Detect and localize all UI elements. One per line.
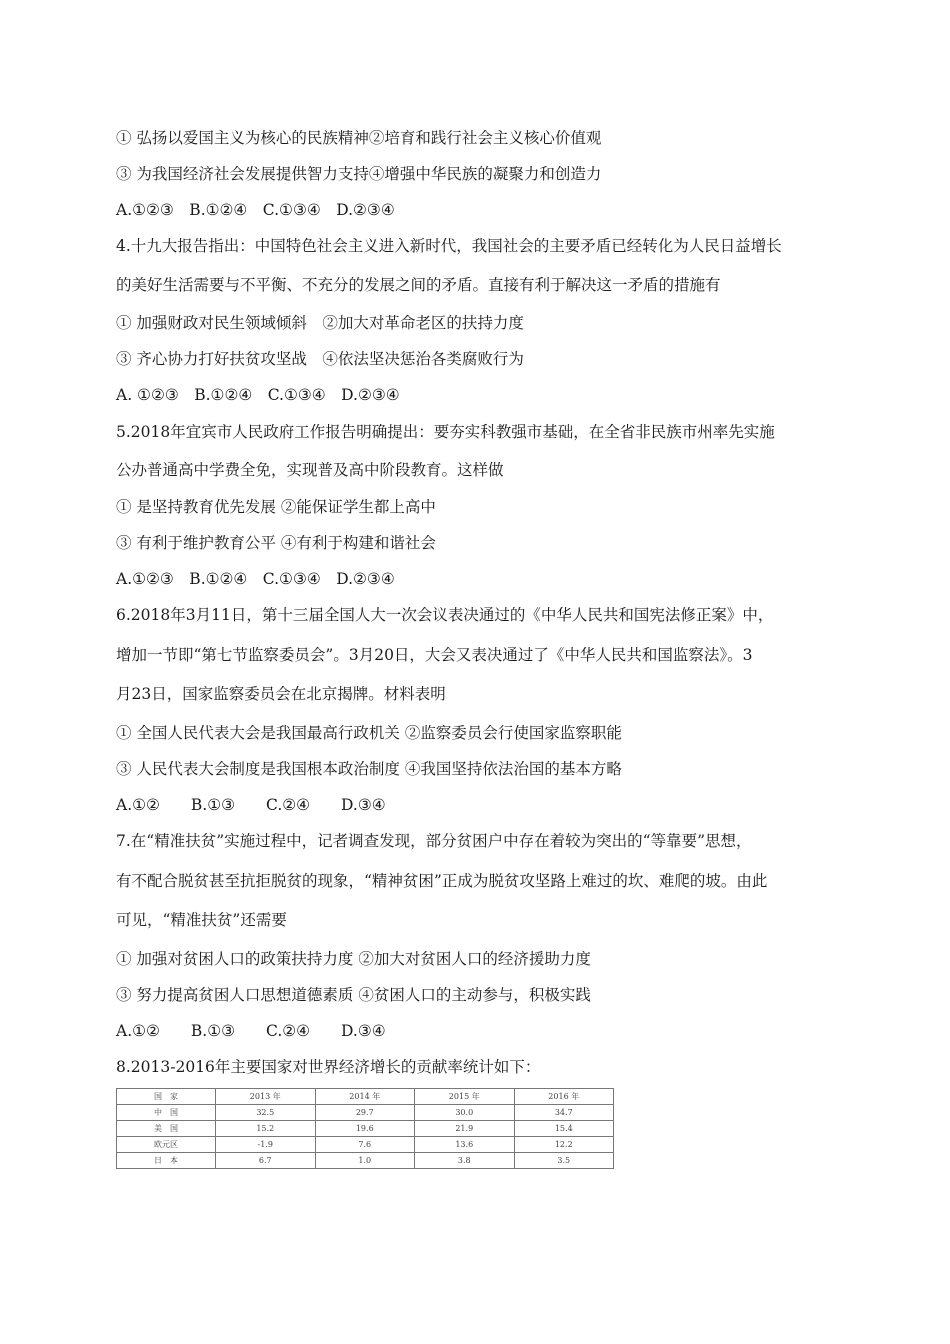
table-row — [117, 1153, 614, 1169]
question-5-text: 公办普通高中学费全免，实现普及高中阶段教育。这样做 — [116, 461, 504, 479]
header-cell: 2013 年 — [216, 1089, 316, 1105]
answer-choices: A.①② B.①③ C.②④ D.③④ — [116, 1022, 386, 1040]
question-6-text: 6.2018年3月11日，第十三届全国人大一次会议表决通过的《中华人民共和国宪法修正案》中， — [116, 606, 774, 624]
table-cell: 美 国 — [117, 1121, 216, 1137]
table-cell: 32.5 — [216, 1105, 316, 1121]
header-cell: 2014 年 — [315, 1089, 415, 1105]
table-cell: 日 本 — [117, 1153, 216, 1169]
table-cell: 15.4 — [514, 1121, 614, 1137]
table-cell: 30.0 — [415, 1105, 515, 1121]
option-line: ③ 齐心协力打好扶贫攻坚战 ④依法坚决惩治各类腐败行为 — [116, 350, 524, 368]
option-line: ③ 有利于维护教育公平 ④有利于构建和谐社会 — [116, 534, 436, 552]
question-7-text: 有不配合脱贫甚至抗拒脱贫的现象，“精神贫困”正成为脱贫攻坚路上难过的坎、难爬的坡。由此 — [116, 872, 768, 890]
question-4-text: 的美好生活需要与不平衡、不充分的发展之间的矛盾。直接有利于解决这一矛盾的措施有 — [116, 276, 721, 294]
question-7-text: 可见，“精准扶贫”还需要 — [116, 911, 287, 929]
table-header-row — [117, 1089, 614, 1105]
table-cell: -1.9 — [216, 1137, 316, 1153]
question-8-text: 8.2013-2016年主要国家对世界经济增长的贡献率统计如下： — [116, 1058, 541, 1076]
table-cell: 19.6 — [315, 1121, 415, 1137]
question-5-text: 5.2018年宜宾市人民政府工作报告明确提出：要夯实科教强市基础，在全省非民族市州率先实施 — [116, 423, 775, 441]
table-cell: 欧元区 — [117, 1137, 216, 1153]
table-cell: 12.2 — [514, 1137, 614, 1153]
answer-choices: A. ①②③ B.①②④ C.①③④ D.②③④ — [116, 386, 400, 404]
table-cell: 6.7 — [216, 1153, 316, 1169]
table-cell: 34.7 — [514, 1105, 614, 1121]
question-7-text: 7.在“精准扶贫”实施过程中，记者调查发现，部分贫困户中存在着较为突出的“等靠要”思想， — [116, 832, 752, 850]
table-cell: 13.6 — [415, 1137, 515, 1153]
header-cell: 国 家 — [117, 1089, 216, 1105]
table-cell: 3.8 — [415, 1153, 515, 1169]
option-line: ③ 人民代表大会制度是我国根本政治制度 ④我国坚持依法治国的基本方略 — [116, 760, 622, 778]
table-cell: 中 国 — [117, 1105, 216, 1121]
option-line: ① 弘扬以爱国主义为核心的民族精神②培育和践行社会主义核心价值观 — [116, 129, 602, 147]
table-cell: 7.6 — [315, 1137, 415, 1153]
question-6-text: 月23日，国家监察委员会在北京揭牌。材料表明 — [116, 685, 446, 703]
answer-choices: A.①② B.①③ C.②④ D.③④ — [116, 796, 386, 814]
option-line: ① 全国人民代表大会是我国最高行政机关 ②监察委员会行使国家监察职能 — [116, 724, 622, 742]
option-line: ① 加强财政对民生领域倾斜 ②加大对革命老区的扶持力度 — [116, 314, 524, 332]
table-cell: 29.7 — [315, 1105, 415, 1121]
question-4-text: 4.十九大报告指出：中国特色社会主义进入新时代，我国社会的主要矛盾已经转化为人民日益增长 — [116, 237, 782, 255]
header-cell: 2016 年 — [514, 1089, 614, 1105]
table-row — [117, 1137, 614, 1153]
table-row — [117, 1105, 614, 1121]
table-cell: 3.5 — [514, 1153, 614, 1169]
table-cell: 1.0 — [315, 1153, 415, 1169]
option-line: ① 加强对贫困人口的政策扶持力度 ②加大对贫困人口的经济援助力度 — [116, 950, 591, 968]
answer-choices: A.①②③ B.①②④ C.①③④ D.②③④ — [116, 201, 395, 219]
header-cell: 2015 年 — [415, 1089, 515, 1105]
option-line: ③ 为我国经济社会发展提供智力支持④增强中华民族的凝聚力和创造力 — [116, 165, 602, 183]
table-cell: 15.2 — [216, 1121, 316, 1137]
option-line: ① 是坚持教育优先发展 ②能保证学生都上高中 — [116, 498, 436, 516]
option-line: ③ 努力提高贫困人口思想道德素质 ④贫困人口的主动参与，积极实践 — [116, 986, 591, 1004]
table-cell: 21.9 — [415, 1121, 515, 1137]
question-6-text: 增加一节即“第七节监察委员会”。3月20日，大会又表决通过了《中华人民共和国监察法》。3 — [116, 646, 753, 664]
answer-choices: A.①②③ B.①②④ C.①③④ D.②③④ — [116, 570, 395, 588]
contribution-rate-table — [116, 1088, 614, 1169]
table-row — [117, 1121, 614, 1137]
